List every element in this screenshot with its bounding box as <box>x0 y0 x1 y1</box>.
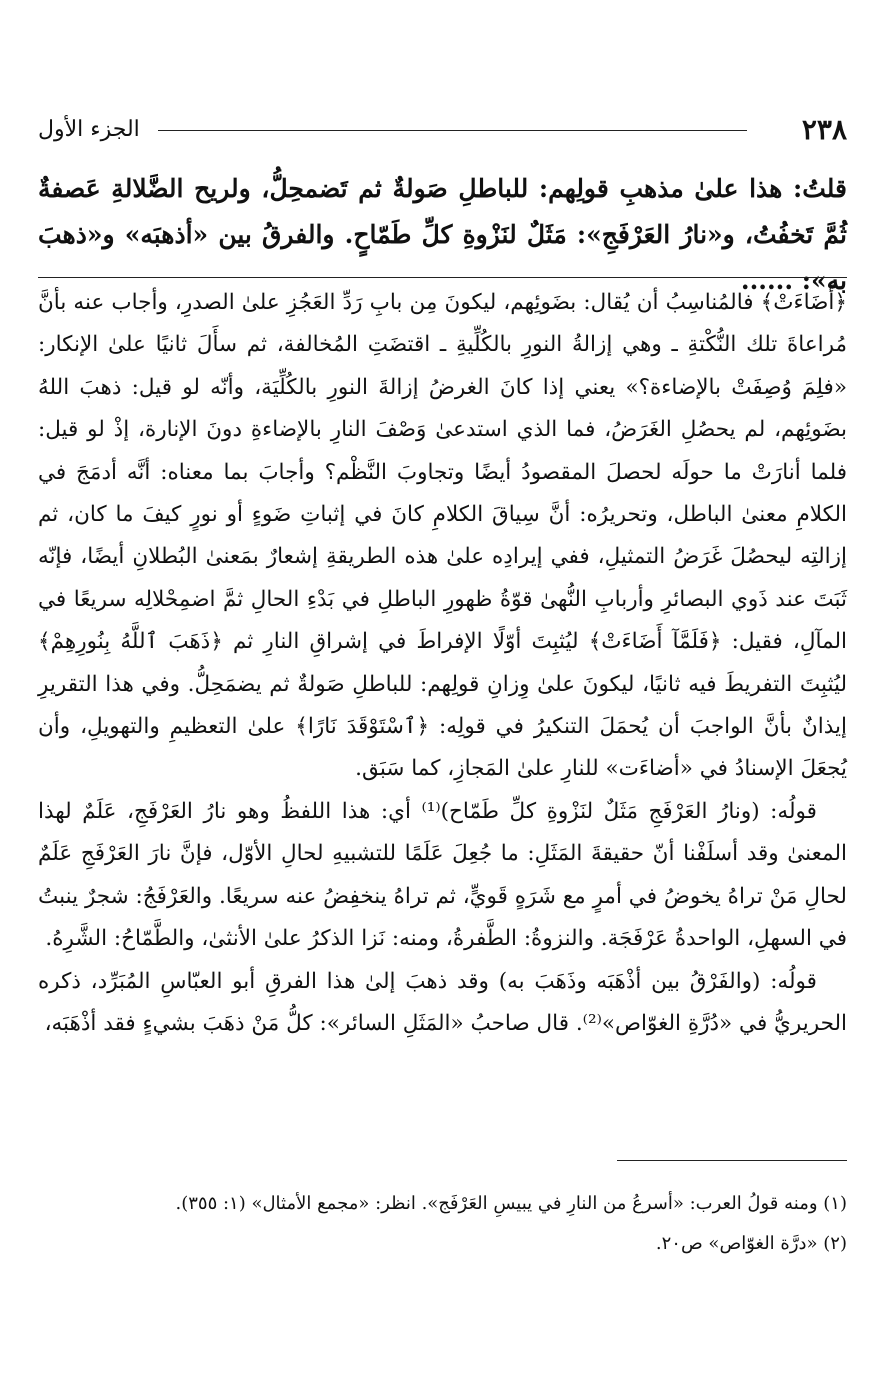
footnote: (٢) «درَّة الغوّاص» ص٢٠. <box>655 1233 847 1254</box>
matn-text: قلتُ: هذا علىٰ مذهبِ قولِهم: للباطلِ صَولةٌ ثم تَضمحِلُّ، ولريح الضَّلالةِ عَصفةٌ ثُمَّ تَخفُتُ، و«نارُ العَرْفَجِ»: مَثَلٌ لنَزْوةِ كلِّ طَمّاحٍ. والفرقُ بين «أذهبَه» و«ذهبَ به»: ...... <box>38 174 847 295</box>
footnote-separator <box>617 1160 847 1161</box>
commentary-body <box>38 282 847 1045</box>
commentary-paragraph: ﴿أَضَاءَتْ﴾ فالمُناسِبُ أن يُقال: بضَوئِهم، ليكونَ مِن بابِ رَدِّ العَجُزِ علىٰ الصدرِ، وأجاب عنه بأنَّ مُراعاةَ تلك النُّكْتةِ ـ وهي إزالةُ النورِ بالكُلِّيةِ ـ اقتضَتِ المُخالفة، ثم سأَلَ ثانيًا علىٰ الإنكار: «فلِمَ وُصِفَتْ بالإضاءة؟» يعني إذا كانَ الغرضُ إزالةَ النورِ بالكُلِّيَة، وأنّه لو قيل: ذهبَ اللهُ بضَوئِهم، لم يحصُلِ الغَرَضُ، فما الذي استدعىٰ وَصْفَ النارِ بالإضاءةِ دونَ الإنارة، إذْ لو قيل: فلما أنارَتْ ما حولَه لحصلَ المقصودُ أيضًا وتجاوبَ النَّظْم؟ وأجابَ بما معناه: أنَّه أدمَجَ في الكلامِ معنىٰ الباطل، وتحريرُه: أنَّ سِياقَ الكلامِ كانَ في إثباتِ ضَوءٍ أو نورٍ كيفَ ما كان، ثم إزالتِه ليحصُلَ غَرَضُ التمثيلِ، ففي إيرادِه علىٰ هذه الطريقةِ إشعارٌ بمَعنىٰ البُطلانِ أيضًا، فإنّه ثَبَتَ عند ذَوي البصائرِ وأربابِ النُّهىٰ قوّةُ ظهورِ الباطلِ في بَدْءِ الحالِ ثمَّ اضمِحْلالِه سريعًا في المآلِ، فقيل: ﴿فَلَمَّآ أَضَاءَتْ﴾ ليُثبِتَ أوّلًا الإفراطَ في إشراقِ النارِ ثم ﴿ذَهَبَ ٱللَّهُ بِنُورِهِمْ﴾ ليُثبِتَ التفريطَ فيه ثانيًا، ليكونَ علىٰ وِزانِ قولِهم: للباطلِ صَولةٌ ثم يضمَحِلُّ. وفي هذا التقريرِ إيذانٌ بأنَّ الواجبَ أن يُحمَلَ التنكيرُ في قولِه: ﴿ٱسْتَوْقَدَ نَارًا﴾ علىٰ التعظيمِ والتهويلِ، وأن يُجعَلَ الإسنادُ في «أضاءَت» للنارِ علىٰ المَجازِ، كما سَبَق. <box>38 290 847 782</box>
commentary-paragraph: قولُه: (ونارُ العَرْفَجِ مَثَلٌ لنَزْوةِ كلِّ طَمّاح)⁽¹⁾ أي: هذا اللفظُ وهو نارُ العَرْفَجِ، عَلَمٌ لهذا المعنىٰ وقد أسلَفْنا أنّ حقيقةَ المَثَلِ: ما جُعِلَ عَلَمًا للتشبيهِ لحالِ الأوّل، فإنَّ نارَ العَرْفَجِ عَلَمٌ لحالِ مَنْ تراهُ يخوضُ في أمرٍ مع شَرَهٍ قَويٍّ، ثم تراهُ ينخفِضُ عنه سريعًا. والعَرْفَجُ: شجرٌ ينبتُ في السهلِ، الواحدةُ عَرْفَجَة. والنزوةُ: الطَّفرةُ، ومنه: نَزا الذكرُ علىٰ الأنثىٰ، والطَّمّاحُ: الشَّرِهُ. <box>38 798 847 952</box>
running-title: الجزء الأول <box>38 117 140 142</box>
page-header <box>38 110 847 150</box>
header-rule <box>158 130 747 131</box>
matn-separator <box>38 277 847 278</box>
footnote: (١) ومنه قولُ العرب: «أسرعُ من النارِ في يبيسِ العَرْفَج». انظر: «مجمع الأمثال» (١: ٣٥٥). <box>175 1193 847 1214</box>
commentary-paragraph: قولُه: (والفَرْقُ بين أذْهَبَه وذَهَبَ به) وقد ذهبَ إلىٰ هذا الفرقِ أبو العبّاسِ المُبَرِّد، ذكره الحريريُّ في «دُرَّةِ الغوّاص»⁽²⁾. قال صاحبُ «المَثَلِ السائر»: كلُّ مَنْ ذهَبَ بشيءٍ فقد أذْهَبَه، <box>38 968 847 1036</box>
footnotes <box>38 1184 847 1264</box>
page-number: ٢٣٨ <box>801 113 847 146</box>
